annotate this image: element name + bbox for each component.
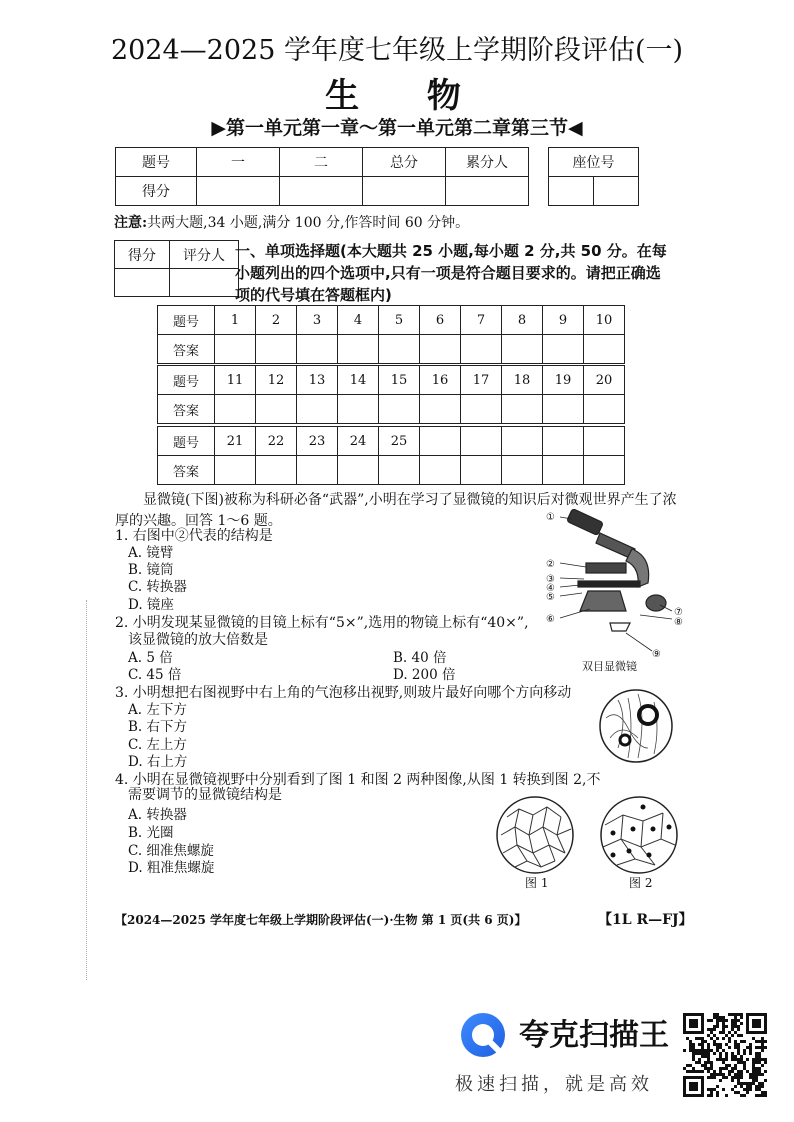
focus-knob-shape [646,595,666,611]
score-row-label: 得分 [116,177,197,206]
fig2-caption: 图 2 [629,876,653,890]
grid-answer-cell[interactable] [584,395,625,424]
grid-a-label: 答案 [158,395,215,424]
mirror-shape [610,623,630,631]
grid-answer-cell [584,456,625,485]
scanner-brand: 夸克扫描王 [519,1018,669,1053]
q4-option-a: A. 转换器 [128,807,187,823]
grid-question-number: 25 [379,427,420,456]
grid-question-number [461,427,502,456]
q4-option-c: C. 细准焦螺旋 [128,843,214,859]
grid-question-number: 15 [379,366,420,395]
grid-answer-cell[interactable] [215,395,256,424]
q2-stem-cont: 该显微镜的放大倍数是 [128,632,268,648]
base-upper-shape [580,591,626,611]
grid-answer-cell[interactable] [379,335,420,364]
label-9: ⑨ [652,649,661,660]
q3-stem: 3. 小明想把右图视野中右上角的气泡移出视野,则玻片最好向哪个方向移动 [115,685,572,701]
score-input-1[interactable] [197,177,280,206]
seat-input-1[interactable] [549,177,594,206]
grid-question-number: 14 [338,366,379,395]
grader-reviewer-label: 评分人 [170,241,239,269]
seat-label: 座位号 [549,148,639,177]
grid-answer-cell[interactable] [543,395,584,424]
q1-option-c: C. 转换器 [128,579,187,595]
grader-reviewer-input[interactable] [170,269,239,297]
grid-answer-cell[interactable] [461,335,502,364]
grid-question-number: 16 [420,366,461,395]
q2-option-c: C. 45 倍 [128,667,182,683]
grid-answer-cell[interactable] [297,335,338,364]
grid-question-number: 4 [338,306,379,335]
grid-answer-cell[interactable] [215,335,256,364]
note-text: 共两大题,34 小题,满分 100 分,作答时间 60 分钟。 [147,215,470,231]
footer-code: 【1L R—FJ】 [598,912,693,928]
grid-question-number: 18 [502,366,543,395]
q4-stem-cont: 需要调节的显微镜结构是 [128,787,282,803]
q1-option-b: B. 镜筒 [128,562,174,578]
grid-answer-cell[interactable] [256,335,297,364]
q2-option-d: D. 200 倍 [393,667,456,683]
grid-question-number: 7 [461,306,502,335]
grid-question-number [584,427,625,456]
microscope-caption: 双目显微镜 [582,660,637,673]
q1-option-a: A. 镜臂 [128,545,174,561]
grid-question-number: 19 [543,366,584,395]
score-table [115,147,529,206]
subject-title: 生 物 [325,76,489,116]
grid-answer-cell [502,456,543,485]
grid-answer-cell[interactable] [379,456,420,485]
score-cell-part2: 二 [280,148,363,177]
q3-option-b: B. 右下方 [128,719,188,735]
grid-answer-cell[interactable] [420,395,461,424]
grid-question-number: 10 [584,306,625,335]
q3-option-a: A. 左下方 [128,702,187,718]
grader-score-input[interactable] [115,269,170,297]
grader-box [114,240,239,297]
label-1: ① [546,512,555,523]
grid-answer-cell[interactable] [338,335,379,364]
scanner-logo-icon [458,1010,508,1060]
stage-shape [578,581,640,587]
grid-question-number: 17 [461,366,502,395]
score-cell-part1: 一 [197,148,280,177]
note-prefix: 注意: [114,215,148,231]
grid-answer-cell[interactable] [297,395,338,424]
answer-grid-2 [157,365,625,424]
score-input-2[interactable] [280,177,363,206]
q3-option-d: D. 右上方 [128,754,188,770]
score-input-total[interactable] [363,177,446,206]
grid-answer-cell[interactable] [338,456,379,485]
label-8: ⑧ [674,617,683,628]
exam-note [114,212,469,232]
grid-question-number: 23 [297,427,338,456]
eyepiece-shape [567,508,604,535]
cell-fig1 [497,797,573,873]
grid-answer-cell[interactable] [215,456,256,485]
grid-answer-cell [543,456,584,485]
grid-answer-cell[interactable] [379,395,420,424]
q4-option-b: B. 光圈 [128,825,174,841]
grid-question-number: 5 [379,306,420,335]
grid-answer-cell[interactable] [256,456,297,485]
q2-option-a: A. 5 倍 [128,650,173,666]
grid-q-label: 题号 [158,427,215,456]
q2-stem: 2. 小明发现某显微镜的目镜上标有“5×”,选用的物镜上标有“40×”, [115,615,529,631]
grid-question-number [502,427,543,456]
grid-question-number [420,427,461,456]
cell-figures [493,795,693,890]
microscope-figure [540,505,690,675]
q1-option-d: D. 镜座 [128,597,174,613]
grid-answer-cell[interactable] [338,395,379,424]
section1-heading: 一、单项选择题(本大题共 25 小题,每小题 2 分,共 50 分。在每小题列出的四个选项中,只有一项是符合题目要求的。请把正确选项的代号填在答题框内) [235,242,667,304]
score-cell-accumulator: 累分人 [446,148,529,177]
grid-question-number: 21 [215,427,256,456]
grid-answer-cell[interactable] [420,335,461,364]
qr-code [680,1010,770,1100]
grid-answer-cell[interactable] [502,335,543,364]
q4-option-d: D. 粗准焦螺旋 [128,860,215,876]
page-footer: 【2024—2025 学年度七年级上学期阶段评估(一)·生物 第 1 页(共 6 页)】 [115,913,527,927]
grid-question-number: 9 [543,306,584,335]
grid-question-number: 8 [502,306,543,335]
fig1-caption: 图 1 [525,876,549,890]
bubble-view-figure [598,688,674,764]
grid-answer-cell[interactable] [256,395,297,424]
grid-answer-cell[interactable] [584,335,625,364]
grid-question-number: 12 [256,366,297,395]
label-5: ⑤ [546,592,555,603]
grid-q-label: 题号 [158,366,215,395]
q3-option-c: C. 左上方 [128,737,187,753]
grid-answer-cell [461,456,502,485]
exam-title: 2024—2025 学年度七年级上学期阶段评估(一) [110,35,684,66]
label-7: ⑦ [674,607,683,618]
grader-score-label: 得分 [115,241,170,269]
scope-banner: ▶第一单元第一章～第一单元第二章第三节◀ [211,117,583,139]
grid-answer-cell[interactable] [543,335,584,364]
grid-question-number: 24 [338,427,379,456]
grid-answer-cell [420,456,461,485]
seat-table [548,147,639,206]
score-input-accumulator[interactable] [446,177,529,206]
grid-a-label: 答案 [158,335,215,364]
score-cell-total: 总分 [363,148,446,177]
grid-answer-cell[interactable] [461,395,502,424]
grid-question-number: 13 [297,366,338,395]
grid-question-number: 6 [420,306,461,335]
label-3: ③ [546,574,555,585]
grid-question-number: 1 [215,306,256,335]
margin-line [86,600,88,980]
grid-q-label: 题号 [158,306,215,335]
grid-answer-cell[interactable] [297,456,338,485]
nosepiece-shape [586,563,626,573]
score-cell-label: 题号 [116,148,197,177]
answer-grid-1 [157,305,625,364]
label-2: ② [546,559,555,570]
q4-stem: 4. 小明在显微镜视野中分别看到了图 1 和图 2 两种图像,从图 1 转换到图 2,不 [115,772,601,788]
label-4: ④ [546,583,555,594]
seat-input-2[interactable] [594,177,639,206]
grid-a-label: 答案 [158,456,215,485]
cell-fig2 [601,797,677,873]
q1-stem: 1. 右图中②代表的结构是 [115,528,273,544]
grid-question-number: 3 [297,306,338,335]
question-intro: 显微镜(下图)被称为科研必备“武器”,小明在学习了显微镜的知识后对微观世界产生了浓厚的兴趣。回答 1～6 题。 [115,492,677,529]
scanner-slogan: 极速扫描，就是高效 [455,1074,653,1095]
grid-question-number [543,427,584,456]
grid-question-number: 22 [256,427,297,456]
grid-question-number: 20 [584,366,625,395]
q2-option-b: B. 40 倍 [393,650,447,666]
grid-question-number: 2 [256,306,297,335]
grid-question-number: 11 [215,366,256,395]
label-6: ⑥ [546,614,555,625]
answer-grid-3 [157,426,625,485]
grid-answer-cell[interactable] [502,395,543,424]
